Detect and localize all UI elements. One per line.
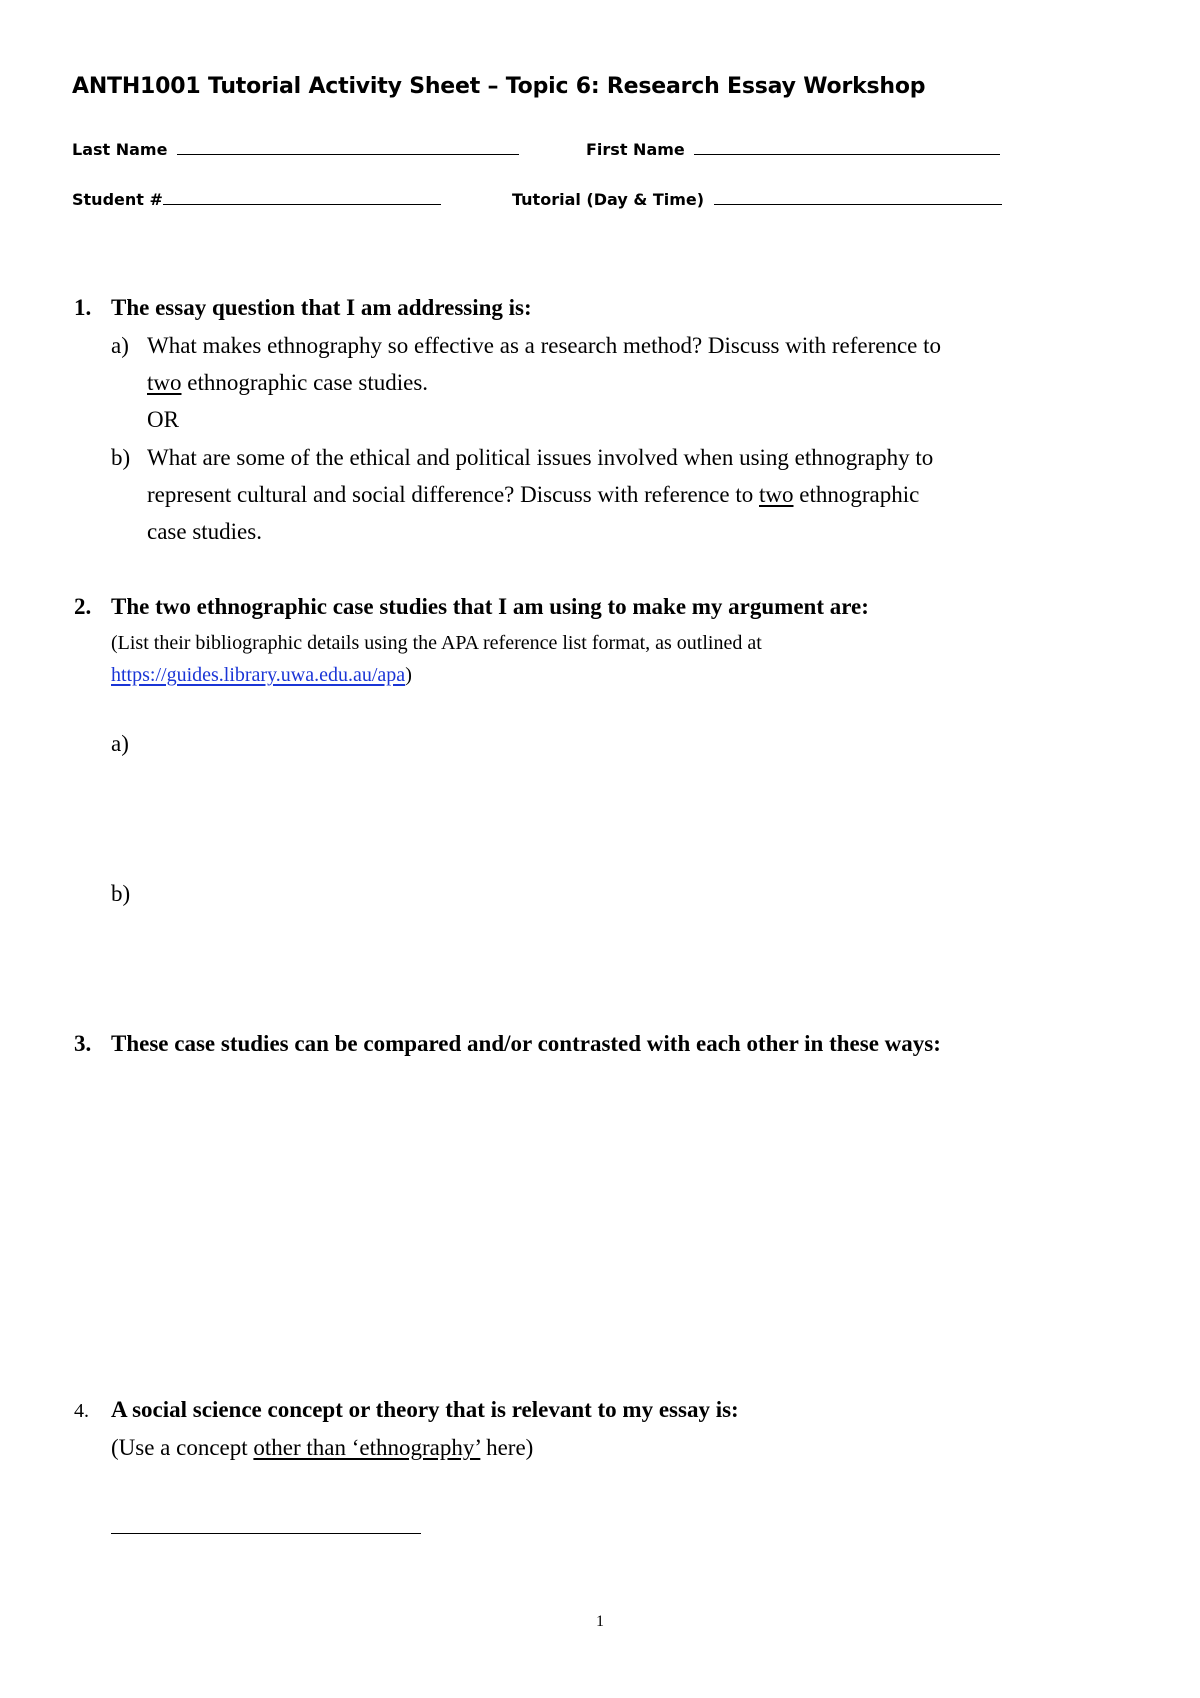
tutorial-label: Tutorial (Day & Time) xyxy=(512,190,705,209)
q3-answer-area[interactable] xyxy=(111,1075,1111,1375)
q2-answer-b-area[interactable] xyxy=(150,878,1110,998)
q2-answer-a-area[interactable] xyxy=(150,728,1110,848)
q2-note-link-line xyxy=(111,664,412,687)
student-number-field[interactable] xyxy=(72,188,441,209)
q1-option-b-line3: case studies. xyxy=(147,519,262,544)
q1-option-a-emphasis: two xyxy=(147,370,182,395)
q3-number: 3. xyxy=(74,1031,92,1056)
q1-option-b-line1: What are some of the ethical and political issues involved when using ethnography to xyxy=(147,445,934,470)
page-title: ANTH1001 Tutorial Activity Sheet – Topic 6: Research Essay Workshop xyxy=(72,74,926,99)
student-number-label: Student # xyxy=(72,190,163,209)
q1-option-b-marker: b) xyxy=(111,445,131,470)
q1-question: The essay question that I am addressing is: xyxy=(111,295,532,320)
last-name-label: Last Name xyxy=(72,140,168,159)
first-name-label: First Name xyxy=(586,140,685,159)
page-number: 1 xyxy=(596,1613,604,1630)
q1-option-b-line2 xyxy=(147,482,919,508)
q1-option-a-rest: ethnographic case studies. xyxy=(181,370,429,395)
q1-option-a-marker: a) xyxy=(111,333,129,358)
tutorial-field[interactable] xyxy=(512,188,1002,209)
q4-note-close: here) xyxy=(480,1435,534,1460)
q2-note-close: ) xyxy=(405,664,412,686)
q4-note-emphasis: other than ‘ethnography’ xyxy=(253,1435,481,1460)
q2-note: (List their bibliographic details using the APA reference list format, as outlined at xyxy=(111,632,762,654)
student-number-line[interactable] xyxy=(163,188,441,205)
first-name-line[interactable] xyxy=(694,138,1000,155)
first-name-field[interactable] xyxy=(586,138,1000,159)
last-name-line[interactable] xyxy=(177,138,519,155)
q2-question: The two ethnographic case studies that I am using to make my argument are: xyxy=(111,594,869,619)
q2-answer-a-marker: a) xyxy=(111,731,129,756)
q1-or: OR xyxy=(147,407,179,432)
last-name-field[interactable] xyxy=(72,138,519,159)
q2-number: 2. xyxy=(74,594,92,619)
q2-answer-b-marker: b) xyxy=(111,881,131,906)
q4-note-open: (Use a concept xyxy=(111,1435,254,1460)
q1-option-b-emphasis: two xyxy=(759,482,794,507)
footnote-separator xyxy=(111,1533,421,1534)
q1-option-a-line1: What makes ethnography so effective as a research method? Discuss with reference to xyxy=(147,333,942,358)
q3-question: These case studies can be compared and/or contrasted with each other in these ways: xyxy=(111,1031,941,1056)
q4-number: 4. xyxy=(74,1400,89,1422)
q4-note xyxy=(111,1435,533,1461)
tutorial-line[interactable] xyxy=(714,188,1002,205)
q1-option-b-post: ethnographic xyxy=(793,482,920,507)
apa-guide-link[interactable]: https://guides.library.uwa.edu.au/apa xyxy=(111,664,406,686)
q1-option-b-pre: represent cultural and social difference? Discuss with reference to xyxy=(147,482,759,507)
q1-option-a-line2 xyxy=(147,370,428,396)
q1-number: 1. xyxy=(74,295,92,320)
q4-question: A social science concept or theory that is relevant to my essay is: xyxy=(111,1397,739,1422)
